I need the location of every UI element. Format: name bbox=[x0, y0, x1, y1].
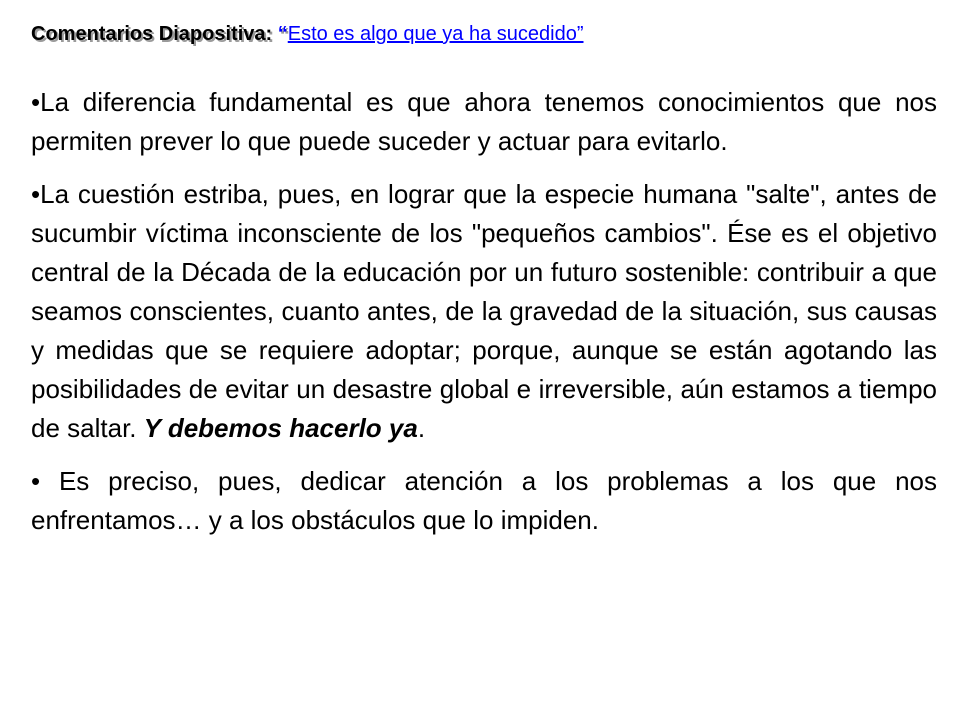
header-link[interactable]: Esto es algo que ya ha sucedido” bbox=[287, 23, 584, 45]
paragraph-1: •La diferencia fundamental es que ahora tenemos conocimientos que nos permiten prever lo que puede suceder y actuar para evitarlo. bbox=[31, 87, 937, 156]
header-open-quote: “ bbox=[277, 23, 288, 45]
slide-body bbox=[31, 83, 937, 554]
paragraph-3: • Es preciso, pues, dedicar atención a los problemas a los que nos enfrentamos… y a los obstáculos que lo impiden. bbox=[31, 466, 937, 535]
slide-comments-header bbox=[31, 20, 584, 48]
paragraph-2-tail: . bbox=[417, 413, 426, 443]
paragraph-2-emphasis: Y debemos hacerlo ya bbox=[143, 413, 418, 443]
header-label: Comentarios Diapositiva: bbox=[31, 23, 273, 45]
paragraph-2-text: •La cuestión estriba, pues, en lograr que la especie humana "salte", antes de sucumbir víctima inconsciente de los "pequeños cambios". Ése es el objetivo central de la Década de la educación por un futuro sostenible: contribuir a que seamos conscientes, cuanto antes, de la gravedad de la situación, sus causas y medidas que se requiere adoptar; porque, aunque se están agotando las posibilidades de evitar un desastre global e irreversible, aún estamos a tiempo de saltar. bbox=[31, 179, 937, 443]
paragraph-2 bbox=[31, 175, 937, 448]
